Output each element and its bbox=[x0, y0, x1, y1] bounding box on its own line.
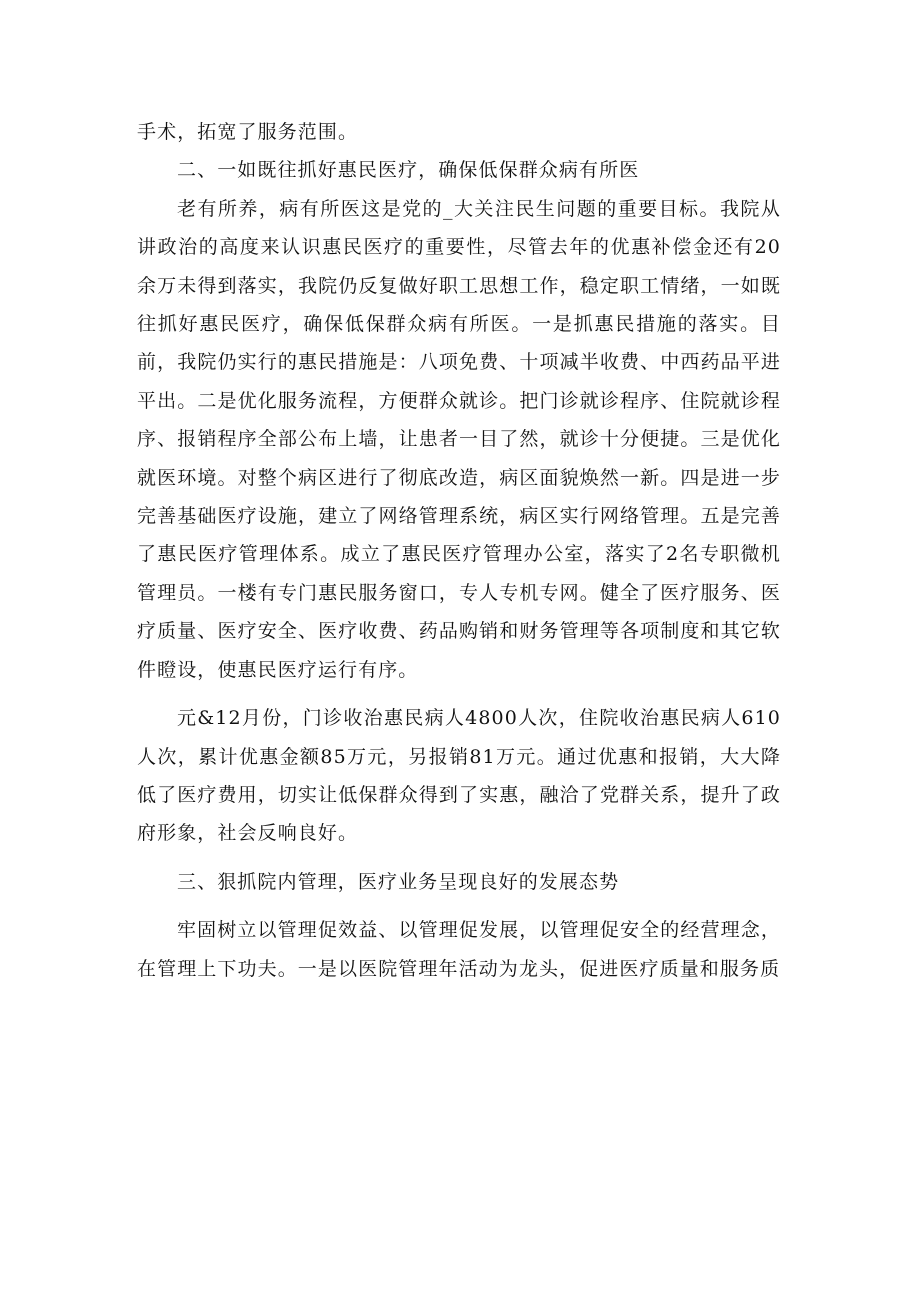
paragraph-continuation: 手术，拓宽了服务范围。 bbox=[137, 121, 359, 143]
paragraph-statistics: 元&12月份，门诊收治惠民病人4800人次，住院收治惠民病人610人次，累计优惠金额85万元，另报销81万元。通过优惠和报销，大大降低了医疗费用，切实让低保群众得到了实惠，融洽了党群关系，提升了政府形象，社会反响良好。 bbox=[137, 707, 781, 845]
paragraph-healthcare-measures: 老有所养，病有所医这是党的_大关注民生问题的重要目标。我院从讲政治的高度来认识惠民医疗的重要性，尽管去年的优惠补偿金还有20余万未得到落实，我院仍反复做好职工思想工作，稳定职工情绪，一如既往抓好惠民医疗，确保低保群众病有所医。一是抓惠民措施的落实。目前，我院仍实行的惠民措施是：八项免费、十项减半收费、中西药品平进平出。二是优化服务流程，方便群众就诊。把门诊就诊程序、住院就诊程序、报销程序全部公布上墙，让患者一目了然，就诊十分便捷。三是优化就医环境。对整个病区进行了彻底改造，病区面貌焕然一新。四是进一步完善基础医疗设施，建立了网络管理系统，病区实行网络管理。五是完善了惠民医疗管理体系。成立了惠民医疗管理办公室，落实了2名专职微机管理员。一楼有专门惠民服务窗口，专人专机专网。健全了医疗服务、医疗质量、医疗安全、医疗收费、药品购销和财务管理等各项制度和其它软件瞪设，使惠民医疗运行有序。 bbox=[137, 197, 781, 681]
section-heading-2: 二、一如既往抓好惠民医疗，确保低保群众病有所医 bbox=[177, 159, 640, 182]
document-body bbox=[137, 113, 781, 988]
paragraph-management: 牢固树立以管理促效益、以管理促发展，以管理促安全的经营理念，在管理上下功夫。一是以医院管理年活动为龙头，促进医疗质量和服务质 bbox=[137, 919, 781, 980]
section-heading-3: 三、狠抓院内管理，医疗业务呈现良好的发展态势 bbox=[177, 870, 620, 893]
